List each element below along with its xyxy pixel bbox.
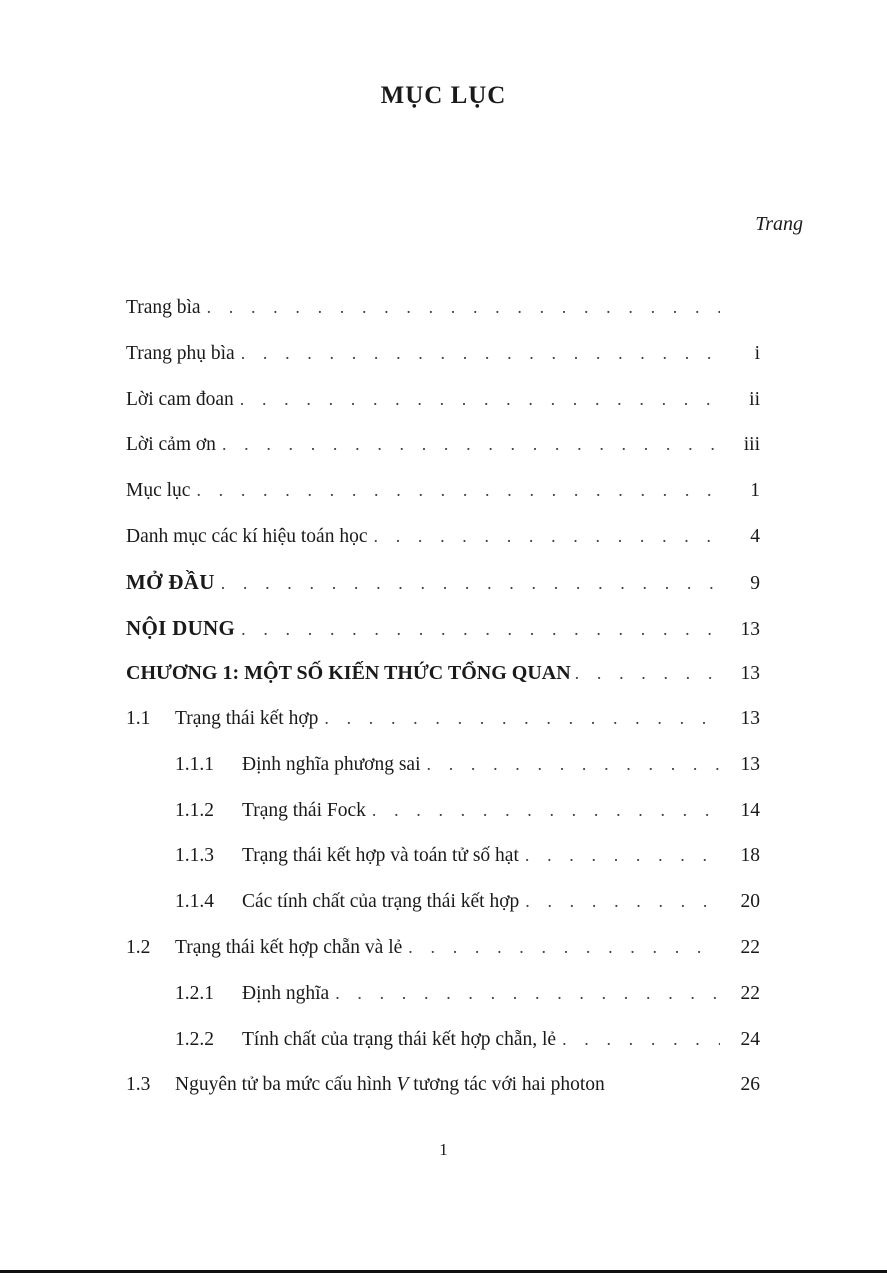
- toc-page-number: 4: [750, 526, 760, 547]
- toc-label: Trạng thái Fock: [242, 800, 366, 821]
- toc-page-number: 13: [740, 619, 760, 640]
- toc-label: [175, 1074, 605, 1096]
- toc-page-number: 1: [750, 480, 760, 501]
- toc-entry[interactable]: [126, 434, 760, 464]
- toc-section-number: 1.2: [126, 937, 151, 958]
- dot-leader: [372, 800, 720, 821]
- toc-label: Tính chất của trạng thái kết hợp chẵn, lẻ: [242, 1029, 557, 1050]
- toc-entry-bold[interactable]: [126, 662, 760, 692]
- toc-subsection-entry[interactable]: [175, 754, 760, 784]
- toc-page-number: 20: [740, 891, 760, 912]
- toc-section-number: 1.1: [126, 708, 151, 729]
- toc-section-entry[interactable]: [126, 708, 760, 738]
- page-column-header: Trang: [755, 213, 803, 235]
- toc-subsection-entry[interactable]: [175, 891, 760, 921]
- toc-page-number: 22: [740, 983, 760, 1004]
- dot-leader: [207, 297, 720, 318]
- toc-page-number: 22: [740, 937, 760, 958]
- toc-page-number: 13: [740, 663, 760, 684]
- toc-label: Trạng thái kết hợp chẵn và lẻ: [175, 937, 403, 958]
- toc-section-number: 1.1.4: [175, 891, 214, 912]
- toc-section-number: 1.1.3: [175, 845, 214, 866]
- toc-label: Lời cảm ơn: [126, 434, 216, 455]
- toc-label: Trạng thái kết hợp và toán tử số hạt: [242, 845, 519, 866]
- toc-label: Trạng thái kết hợp: [175, 708, 319, 729]
- toc-label-part: tương tác với hai photon: [413, 1074, 605, 1095]
- toc-section-entry[interactable]: [126, 1074, 760, 1104]
- toc-label: Lời cam đoan: [126, 389, 234, 410]
- toc-page-number: iii: [743, 434, 760, 455]
- toc-label: NỘI DUNG: [126, 616, 236, 640]
- dot-leader: [222, 434, 720, 455]
- toc-entry-bold[interactable]: [126, 570, 760, 600]
- toc-label: Mục lục: [126, 480, 191, 501]
- toc-page-number: 24: [740, 1029, 760, 1050]
- toc-subsection-entry[interactable]: [175, 800, 760, 830]
- dot-leader: [241, 343, 720, 364]
- toc-label: Danh mục các kí hiệu toán học: [126, 526, 368, 547]
- toc-page-number: i: [754, 343, 760, 364]
- toc-subsection-entry[interactable]: [175, 1029, 760, 1059]
- toc-entry[interactable]: [126, 480, 760, 510]
- toc-page-number: 13: [740, 708, 760, 729]
- dot-leader: [335, 983, 720, 1004]
- toc-label: Định nghĩa phương sai: [242, 754, 421, 775]
- dot-leader: [575, 663, 720, 684]
- toc-label: Trang bìa: [126, 297, 201, 318]
- toc-label: CHƯƠNG 1: MỘT SỐ KIẾN THỨC TỔNG QUAN: [126, 662, 571, 684]
- toc-page-number: 9: [750, 573, 760, 594]
- bottom-border: [0, 1270, 887, 1273]
- toc-entry[interactable]: [126, 343, 760, 373]
- toc-label: Trang phụ bìa: [126, 343, 235, 364]
- toc-subsection-entry[interactable]: [175, 845, 760, 875]
- footer-page-number: 1: [439, 1140, 448, 1159]
- toc-label: MỞ ĐẦU: [126, 570, 215, 594]
- dot-leader: [196, 480, 720, 501]
- toc-label: Định nghĩa: [242, 983, 330, 1004]
- toc-section-number: 1.3: [126, 1074, 151, 1095]
- dot-leader: [241, 619, 720, 640]
- dot-leader: [525, 891, 720, 912]
- toc-section-number: 1.2.1: [175, 983, 214, 1004]
- toc-section-entry[interactable]: [126, 937, 760, 967]
- dot-leader: [525, 845, 720, 866]
- toc-page-number: ii: [749, 389, 760, 410]
- dot-leader: [221, 573, 720, 594]
- dot-leader: [427, 754, 721, 775]
- toc-label-part: Nguyên tử ba mức cấu hình: [175, 1074, 392, 1095]
- toc-entry[interactable]: [126, 297, 760, 327]
- math-variable: V: [396, 1074, 409, 1095]
- toc-section-number: 1.2.2: [175, 1029, 214, 1050]
- toc-section-number: 1.1.2: [175, 800, 214, 821]
- toc-subsection-entry[interactable]: [175, 983, 760, 1013]
- toc-page-number: 13: [740, 754, 760, 775]
- dot-leader: [562, 1029, 720, 1050]
- toc-page-number: 26: [740, 1074, 760, 1095]
- dot-leader: [374, 526, 721, 547]
- toc-entry[interactable]: [126, 389, 760, 419]
- toc-entry[interactable]: [126, 526, 760, 556]
- toc-page-number: 18: [740, 845, 760, 866]
- toc-label: Các tính chất của trạng thái kết hợp: [242, 891, 520, 912]
- toc-entry-bold[interactable]: [126, 616, 760, 646]
- toc-section-number: 1.1.1: [175, 754, 214, 775]
- page-title: MỤC LỤC: [380, 82, 507, 109]
- dot-leader: [240, 389, 720, 410]
- toc-page-number: 14: [740, 800, 760, 821]
- dot-leader: [324, 708, 720, 729]
- dot-leader: [408, 937, 720, 958]
